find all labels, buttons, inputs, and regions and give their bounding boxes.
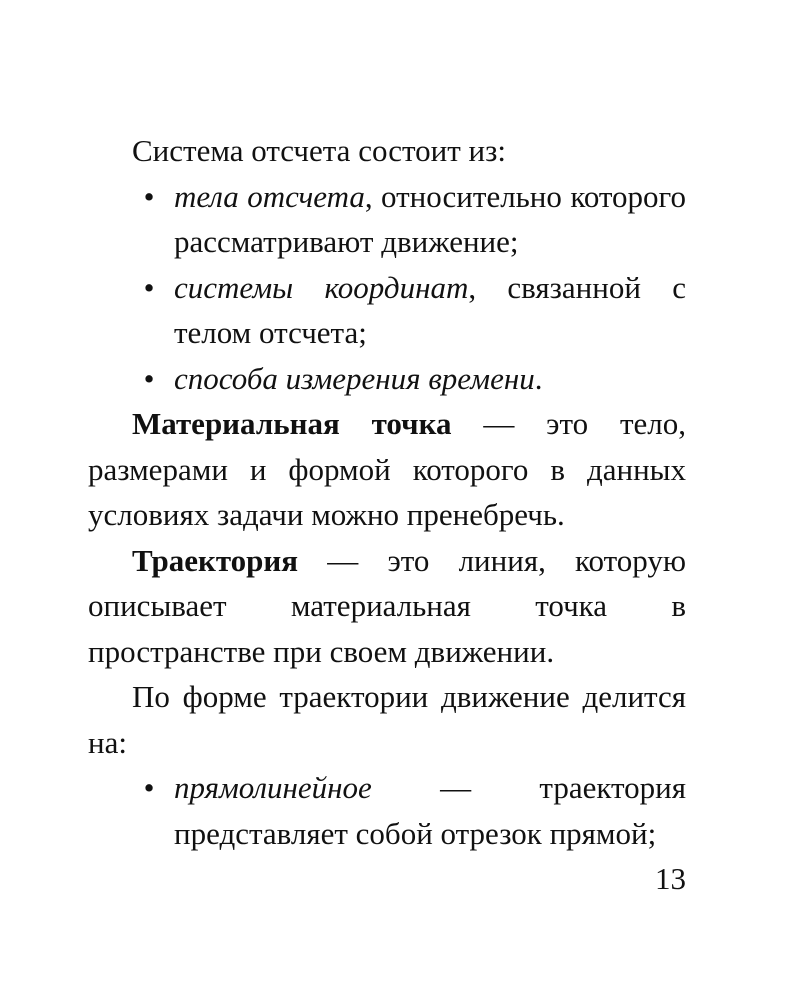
definition-text: — это тело, размерами и формой которого в данных условиях задачи можно пренебречь. [88,406,686,532]
list-item-text: . [534,360,543,396]
reference-system-intro: Система отсчета состоит из: [132,133,506,168]
list-item-term: тела отсчета [174,178,365,214]
bullet-icon: • [143,770,155,805]
page-number: 13 [655,861,686,896]
reference-system-list [88,174,686,402]
bullet-icon: • [143,178,155,214]
definition-term: Траектория [132,542,299,578]
list-item [88,265,686,356]
definition-trajectory [88,538,686,675]
definition-text: — это линия, которую описывает материальная точка в пространстве при своем движении. [88,542,686,669]
list-item [88,174,686,265]
trajectory-intro: По форме траектории движение делится на: [88,679,686,760]
list-item-text: , связанной с телом отсчета; [174,269,686,350]
bullet-icon: • [143,269,155,305]
list-item-term: способа измерения времени [174,360,535,396]
list-item-text: , относительно которого рассматривают движение; [174,178,686,259]
list-item-text: — траектория представляет собой отрезок прямой; [174,770,686,851]
list-item-term: системы координат [174,269,469,305]
page-body [88,128,686,856]
list-item [88,765,686,856]
trajectory-list [88,765,686,856]
definition-term: Материальная точка [132,406,452,441]
definition-material-point [88,401,686,538]
list-item [88,356,686,402]
list-item-term: прямолинейное [174,770,372,805]
bullet-icon: • [143,360,155,396]
